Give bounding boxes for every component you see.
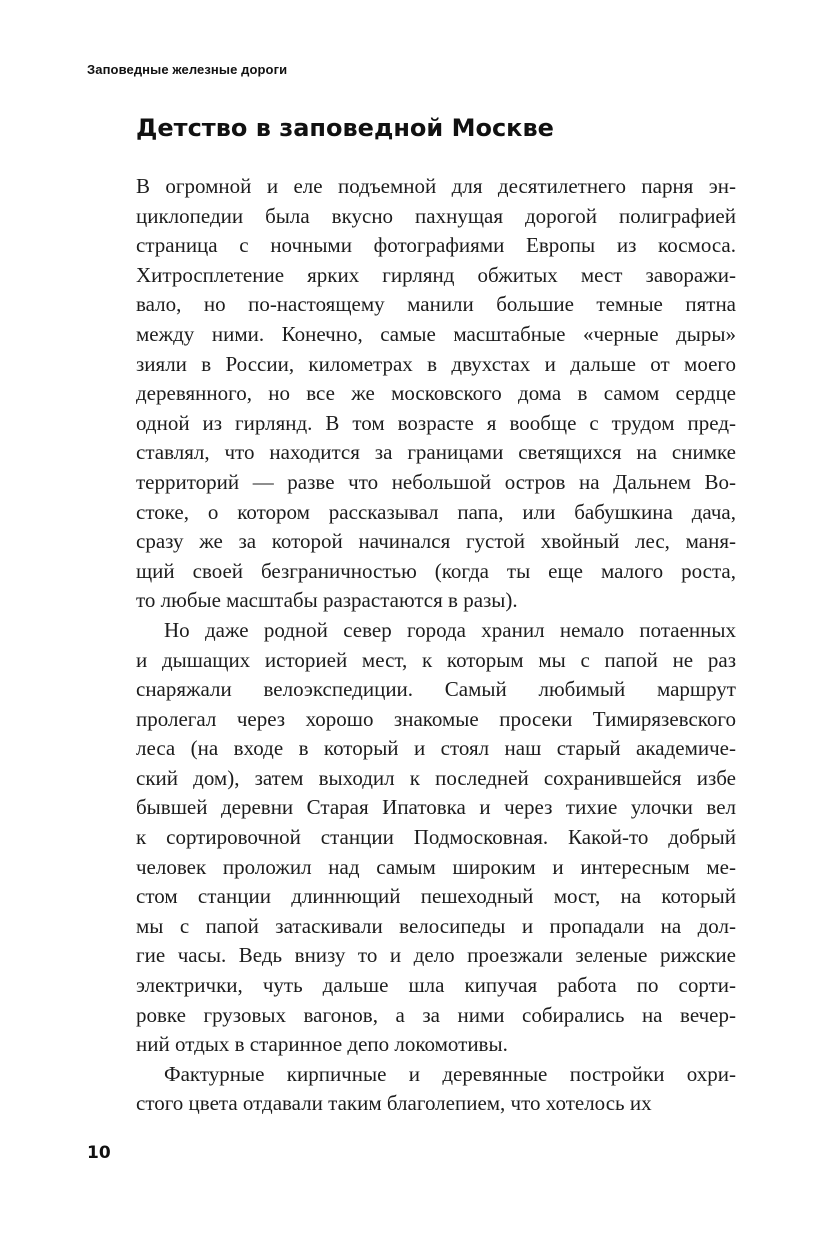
text-line: Хитросплетение ярких гирлянд обжитых мест заворажи- xyxy=(136,262,736,287)
body-text xyxy=(136,172,736,1119)
text-line: стом станции длиннющий пешеходный мост, на который xyxy=(136,884,736,909)
page-number: 10 xyxy=(87,1143,111,1163)
text-line: территорий — разве что небольшой остров на Дальнем Во- xyxy=(136,469,736,494)
text-line: Но даже родной север города хранил немало потаенных xyxy=(164,617,736,642)
text-line: одной из гирлянд. В том возрасте я вообще с трудом пред- xyxy=(136,410,736,435)
text-line: стого цвета отдавали таким благолепием, что хотелось их xyxy=(136,1091,652,1116)
text-line: деревянного, но все же московского дома в самом сердце xyxy=(136,381,736,406)
text-line: снаряжали велоэкспедиции. Самый любимый маршрут xyxy=(136,677,736,702)
text-line: мы с папой затаскивали велосипеды и пропадали на дол- xyxy=(136,913,736,938)
text-line: щий своей безграничностью (когда ты еще малого роста, xyxy=(136,558,736,583)
text-line: гие часы. Ведь внизу то и дело проезжали зеленые рижские xyxy=(136,943,736,968)
text-line: то любые масштабы разрастаются в разы). xyxy=(136,588,518,613)
text-line: сразу же за которой начинался густой хвойный лес, маня- xyxy=(136,529,736,554)
text-line: ровке грузовых вагонов, а за ними собирались на вечер- xyxy=(136,1002,736,1027)
text-line: вало, но по-настоящему манили большие темные пятна xyxy=(136,292,736,317)
text-line: стоке, о котором рассказывал папа, или бабушкина дача, xyxy=(136,499,736,524)
text-line: леса (на входе в который и стоял наш старый академиче- xyxy=(136,736,736,761)
running-head: Заповедные железные дороги xyxy=(87,62,288,77)
text-line: ний отдых в старинное депо локомотивы. xyxy=(136,1032,508,1057)
text-line: к сортировочной станции Подмосковная. Какой-то добрый xyxy=(136,825,736,850)
text-line: циклопедии была вкусно пахнущая дорогой полиграфией xyxy=(136,203,736,228)
text-line: и дышащих историей мест, к которым мы с папой не раз xyxy=(136,647,736,672)
text-line: В огромной и еле подъемной для десятилетнего парня эн- xyxy=(136,174,736,198)
text-line: Фактурные кирпичные и деревянные постройки охри- xyxy=(164,1061,736,1086)
text-line: между ними. Конечно, самые масштабные «черные дыры» xyxy=(136,321,736,346)
text-line: электрички, чуть дальше шла кипучая работа по сорти- xyxy=(136,973,736,998)
chapter-title: Детство в заповедной Москве xyxy=(136,114,554,142)
text-line: страница с ночными фотографиями Европы из космоса. xyxy=(136,233,736,258)
text-line: зияли в России, километрах в двухстах и дальше от моего xyxy=(136,351,736,376)
text-line: ставлял, что находится за границами светящихся на снимке xyxy=(136,440,736,465)
text-line: человек проложил над самым широким и интересным ме- xyxy=(136,854,736,879)
text-line: пролегал через хорошо знакомые просеки Тимирязевского xyxy=(136,706,736,731)
text-line: ский дом), затем выходил к последней сохранившейся избе xyxy=(136,765,736,790)
text-line: бывшей деревни Старая Ипатовка и через тихие улочки вел xyxy=(136,795,736,820)
